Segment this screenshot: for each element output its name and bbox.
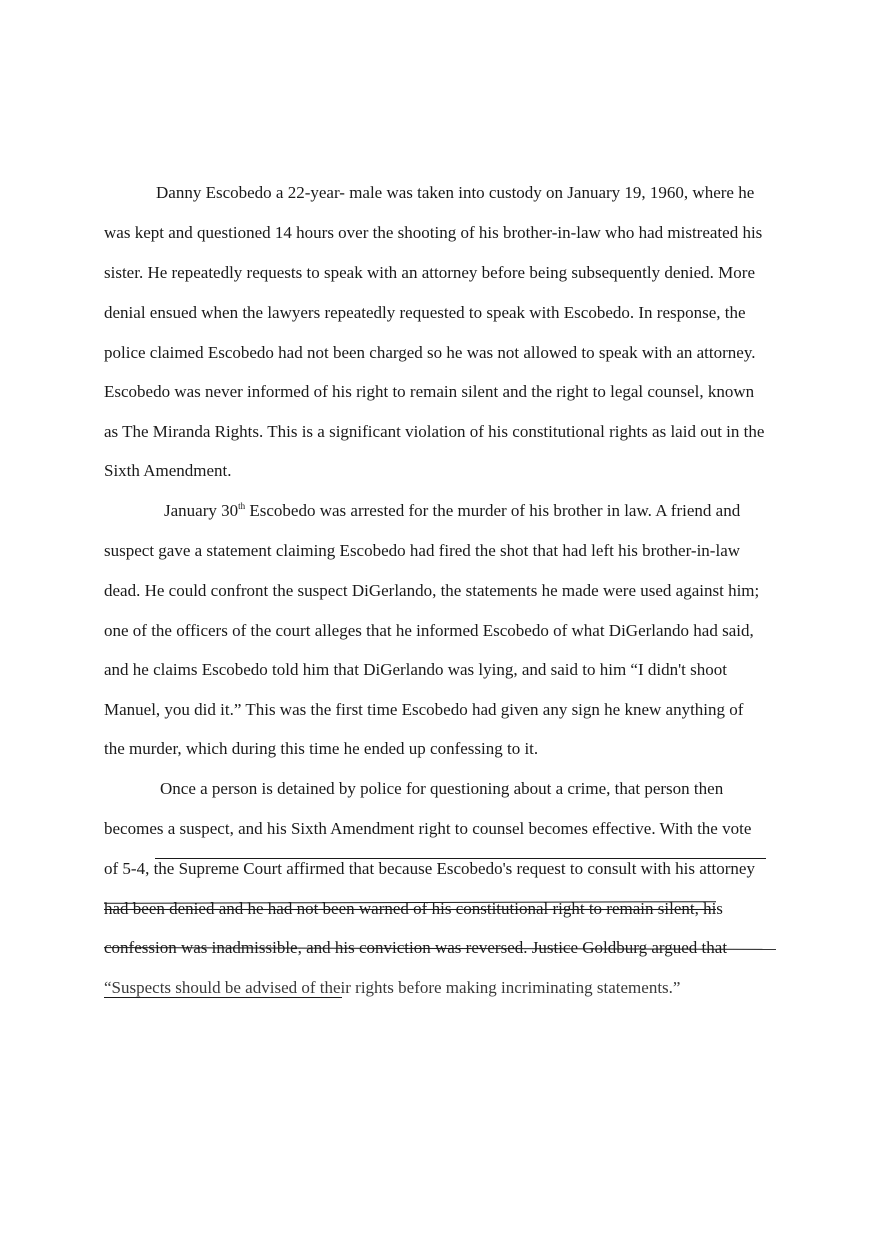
paragraph-1-line-1: Danny Escobedo a 22-year- male was taken into custody on January 19, 1960, where he <box>156 183 755 202</box>
paragraph-3-line-2: becomes a suspect, and his Sixth Amendment right to counsel becomes effective. With the vote <box>104 819 752 838</box>
paragraph-2-line-5: and he claims Escobedo told him that DiGerlando was lying, and said to him “I didn't shoot <box>104 660 727 679</box>
paragraph-2-line-4: one of the officers of the court alleges that he informed Escobedo of what DiGerlando had said, <box>104 621 754 640</box>
annotation-line-5 <box>104 997 342 998</box>
paragraph-2-line-1 <box>164 501 740 521</box>
paragraph-2-line-2: suspect gave a statement claiming Escobedo had fired the shot that had left his brother-in-law <box>104 541 741 560</box>
paragraph-1-line-2: was kept and questioned 14 hours over the shooting of his brother-in-law who had mistreated his <box>104 223 763 242</box>
paragraph-1-line-7: as The Miranda Rights. This is a significant violation of his constitutional rights as laid out in the <box>104 422 765 441</box>
paragraph-3-line-1: Once a person is detained by police for questioning about a crime, that person then <box>160 779 724 798</box>
paragraph-1-line-6: Escobedo was never informed of his right to remain silent and the right to legal counsel, known <box>104 382 755 401</box>
paragraph-1-line-8: Sixth Amendment. <box>104 461 232 480</box>
paragraph-2-line-7: the murder, which during this time he ended up confessing to it. <box>104 739 539 758</box>
paragraph-3-line-3: of 5-4, the Supreme Court affirmed that because Escobedo's request to consult with his attorney <box>104 859 755 878</box>
date-text: January 30 <box>164 501 239 520</box>
annotation-line-1 <box>155 858 766 859</box>
paragraph-2-line-6: Manuel, you did it.” This was the first time Escobedo had given any sign he knew anything of <box>104 700 744 719</box>
paragraph-3-line-6: “Suspects should be advised of their rights before making incriminating statements.” <box>104 978 681 997</box>
ordinal-suffix: th <box>238 501 246 511</box>
paragraph-3-line-4: had been denied and he had not been warned of his constitutional right to remain silent, his <box>104 899 723 918</box>
paragraph-2-line-3: dead. He could confront the suspect DiGerlando, the statements he made were used against him; <box>104 581 760 600</box>
paragraph-3-line-5: confession was inadmissible, and his conviction was reversed. Justice Goldburg argued that <box>104 938 728 957</box>
paragraph-1-line-4: denial ensued when the lawyers repeatedly requested to speak with Escobedo. In response, the <box>104 303 746 322</box>
paragraph-1-line-5: police claimed Escobedo had not been charged so he was not allowed to speak with an attorney. <box>104 343 756 362</box>
paragraph-1-line-3: sister. He repeatedly requests to speak with an attorney before being subsequently denied. More <box>104 263 755 282</box>
annotation-line-3 <box>104 909 716 910</box>
line-continuation: Escobedo was arrested for the murder of his brother in law. A friend and <box>245 501 741 520</box>
